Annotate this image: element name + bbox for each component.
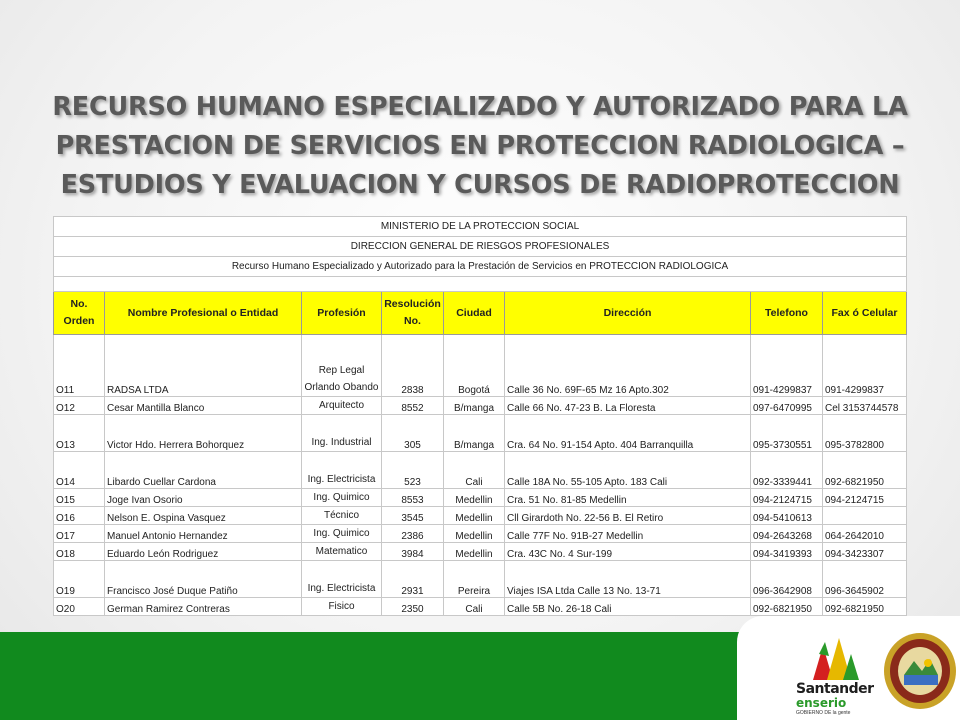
table-row	[54, 525, 907, 543]
cell-direccion: Cra. 64 No. 91-154 Apto. 404 Barranquilla	[505, 415, 751, 452]
cell-fax: 064-2642010	[823, 525, 907, 543]
cell-telefono: 094-3419393	[751, 543, 823, 561]
col-header-profesion: Profesión	[302, 292, 382, 335]
cell-resolucion: 2931	[382, 561, 444, 598]
cell-orden: O19	[54, 561, 105, 598]
spreadsheet-table	[53, 216, 906, 616]
seal-emblem-icon	[882, 631, 958, 711]
cell-direccion: Calle 66 No. 47-23 B. La Floresta	[505, 397, 751, 415]
cell-ciudad: Medellin	[444, 525, 505, 543]
logo-line-3: GOBIERNO DE la gente	[796, 710, 851, 716]
column-header-row	[54, 292, 907, 335]
cell-direccion: Viajes ISA Ltda Calle 13 No. 13-71	[505, 561, 751, 598]
table-row	[54, 397, 907, 415]
cell-telefono: 094-2124715	[751, 489, 823, 507]
cell-resolucion: 8553	[382, 489, 444, 507]
cell-fax: 095-3782800	[823, 415, 907, 452]
cell-resolucion: 8552	[382, 397, 444, 415]
cell-fax: 094-3423307	[823, 543, 907, 561]
cell-orden: O18	[54, 543, 105, 561]
cell-fax: 092-6821950	[823, 598, 907, 616]
cell-profesion: Matematico	[302, 543, 382, 561]
cell-nombre: RADSA LTDA	[105, 335, 302, 397]
cell-ciudad: Medellin	[444, 489, 505, 507]
table-row	[54, 415, 907, 452]
cell-direccion: Cll Girardoth No. 22-56 B. El Retiro	[505, 507, 751, 525]
cell-profesion: Ing. Quimico	[302, 525, 382, 543]
cell-nombre: German Ramirez Contreras	[105, 598, 302, 616]
cell-profesion: Rep Legal Orlando Obando	[302, 335, 382, 397]
logo-line-1: Santander	[796, 681, 874, 697]
cell-fax: 091-4299837	[823, 335, 907, 397]
cell-orden: O16	[54, 507, 105, 525]
spacer-row	[54, 277, 907, 292]
cell-orden: O12	[54, 397, 105, 415]
cell-ciudad: Medellin	[444, 543, 505, 561]
cell-direccion: Calle 36 No. 69F-65 Mz 16 Apto.302	[505, 335, 751, 397]
cell-ciudad: Medellin	[444, 507, 505, 525]
direction-header-row	[54, 237, 907, 257]
cell-orden: O11	[54, 335, 105, 397]
logo-panel	[737, 616, 960, 720]
cell-resolucion: 2838	[382, 335, 444, 397]
cell-nombre: Nelson E. Ospina Vasquez	[105, 507, 302, 525]
table-row	[54, 598, 907, 616]
cell-resolucion: 3545	[382, 507, 444, 525]
department-seal	[882, 631, 958, 711]
cell-ciudad: B/manga	[444, 397, 505, 415]
cell-resolucion: 2350	[382, 598, 444, 616]
table-row	[54, 452, 907, 489]
cell-nombre: Francisco José Duque Patiño	[105, 561, 302, 598]
table-row	[54, 335, 907, 397]
cell-fax	[823, 507, 907, 525]
cell-profesion: Fisico	[302, 598, 382, 616]
cell-telefono: 092-6821950	[751, 598, 823, 616]
col-header-orden: No. Orden	[54, 292, 105, 335]
slide-title	[30, 88, 930, 205]
col-header-telefono: Telefono	[751, 292, 823, 335]
cell-telefono: 097-6470995	[751, 397, 823, 415]
cell-fax: 094-2124715	[823, 489, 907, 507]
col-header-resolucion: Resolución No.	[382, 292, 444, 335]
cell-profesion: Técnico	[302, 507, 382, 525]
cell-orden: O20	[54, 598, 105, 616]
table-row	[54, 507, 907, 525]
ministry-header: MINISTERIO DE LA PROTECCION SOCIAL	[54, 217, 907, 237]
cell-ciudad: Bogotá	[444, 335, 505, 397]
cell-nombre: Manuel Antonio Hernandez	[105, 525, 302, 543]
santander-logo	[793, 634, 873, 720]
spacer-cell	[54, 277, 907, 292]
cell-fax: Cel 3153744578	[823, 397, 907, 415]
santander-mark-icon	[793, 634, 873, 682]
cell-orden: O14	[54, 452, 105, 489]
cell-resolucion: 305	[382, 415, 444, 452]
cell-profesion: Ing. Electricista	[302, 452, 382, 489]
logo-line-2: enserio	[796, 696, 847, 710]
title-line-2: PRESTACION DE SERVICIOS EN PROTECCION RADIOLOGICA –	[55, 131, 905, 161]
subtitle-header: Recurso Humano Especializado y Autorizado para la Prestación de Servicios en PROTECCION RADIOLOGICA	[54, 257, 907, 277]
cell-orden: O17	[54, 525, 105, 543]
cell-profesion: Arquitecto	[302, 397, 382, 415]
cell-fax: 096-3645902	[823, 561, 907, 598]
cell-telefono: 096-3642908	[751, 561, 823, 598]
subtitle-header-row	[54, 257, 907, 277]
cell-nombre: Eduardo León Rodriguez	[105, 543, 302, 561]
cell-telefono: 091-4299837	[751, 335, 823, 397]
col-header-fax: Fax ó Celular	[823, 292, 907, 335]
cell-nombre: Libardo Cuellar Cardona	[105, 452, 302, 489]
cell-profesion: Ing. Quimico	[302, 489, 382, 507]
cell-profesion: Ing. Electricista	[302, 561, 382, 598]
cell-resolucion: 3984	[382, 543, 444, 561]
cell-profesion: Ing. Industrial	[302, 415, 382, 452]
table-row	[54, 489, 907, 507]
cell-ciudad: Cali	[444, 598, 505, 616]
cell-nombre: Victor Hdo. Herrera Bohorquez	[105, 415, 302, 452]
cell-telefono: 092-3339441	[751, 452, 823, 489]
cell-resolucion: 2386	[382, 525, 444, 543]
table-row	[54, 543, 907, 561]
cell-resolucion: 523	[382, 452, 444, 489]
title-line-1: RECURSO HUMANO ESPECIALIZADO Y AUTORIZADO PARA LA	[52, 92, 908, 122]
cell-ciudad: Pereira	[444, 561, 505, 598]
cell-telefono: 094-5410613	[751, 507, 823, 525]
cell-telefono: 095-3730551	[751, 415, 823, 452]
ministry-header-row	[54, 217, 907, 237]
col-header-nombre: Nombre Profesional o Entidad	[105, 292, 302, 335]
col-header-direccion: Dirección	[505, 292, 751, 335]
cell-direccion: Calle 77F No. 91B-27 Medellin	[505, 525, 751, 543]
cell-direccion: Calle 18A No. 55-105 Apto. 183 Cali	[505, 452, 751, 489]
col-header-ciudad: Ciudad	[444, 292, 505, 335]
cell-fax: 092-6821950	[823, 452, 907, 489]
direction-header: DIRECCION GENERAL DE RIESGOS PROFESIONALES	[54, 237, 907, 257]
title-line-3: ESTUDIOS Y EVALUACION Y CURSOS DE RADIOPROTECCION	[60, 170, 900, 200]
cell-ciudad: B/manga	[444, 415, 505, 452]
cell-nombre: Joge Ivan Osorio	[105, 489, 302, 507]
cell-orden: O13	[54, 415, 105, 452]
cell-direccion: Cra. 51 No. 81-85 Medellin	[505, 489, 751, 507]
table-row	[54, 561, 907, 598]
cell-orden: O15	[54, 489, 105, 507]
cell-direccion: Calle 5B No. 26-18 Cali	[505, 598, 751, 616]
cell-direccion: Cra. 43C No. 4 Sur-199	[505, 543, 751, 561]
cell-ciudad: Cali	[444, 452, 505, 489]
cell-nombre: Cesar Mantilla Blanco	[105, 397, 302, 415]
cell-telefono: 094-2643268	[751, 525, 823, 543]
